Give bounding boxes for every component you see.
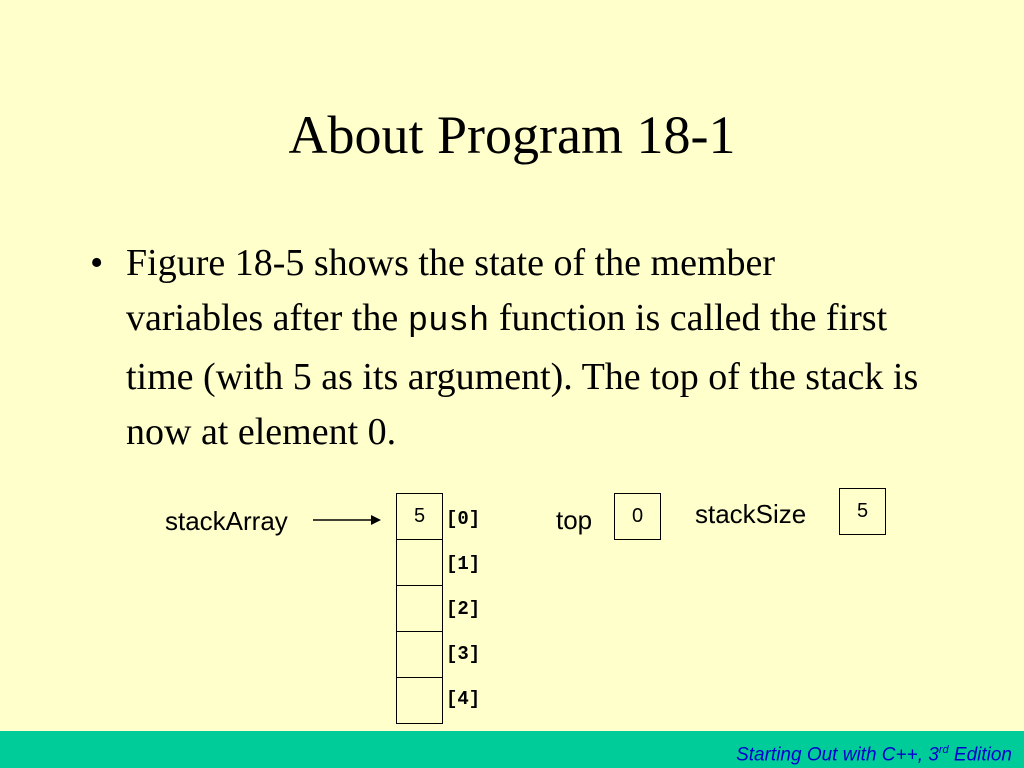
- index-label-4: [4]: [446, 688, 481, 710]
- bullet-text-after: function is called the first time (with 5 as its argument). The top of the stack is now at element 0.: [126, 297, 919, 453]
- footer-bar: [0, 731, 1024, 768]
- bullet-list: [90, 236, 920, 460]
- stack-array-label: stackArray: [165, 506, 288, 536]
- stack-cell-2: [396, 585, 443, 632]
- footer-text: [736, 738, 1012, 767]
- top-value-box: 0: [614, 493, 661, 540]
- footer-superscript: rd: [938, 744, 949, 756]
- index-label-2: [2]: [446, 598, 481, 620]
- bullet-marker: •: [90, 242, 104, 284]
- stack-size-label: stackSize: [695, 499, 807, 529]
- slide-title: About Program 18-1: [288, 105, 736, 165]
- stack-cell-0: 5: [396, 493, 443, 540]
- bullet-item: [90, 236, 920, 460]
- stack-cell-3: [396, 631, 443, 678]
- footer-title: Starting Out with C++, 3: [736, 744, 939, 766]
- stack-cell-1: [396, 539, 443, 586]
- bullet-code-push: push: [407, 303, 490, 341]
- index-label-1: [1]: [446, 553, 481, 575]
- bullet-text-before: Figure 18-5 shows the state of the member variables after the: [126, 242, 776, 339]
- stack-cell-4: [396, 677, 443, 724]
- top-label: top: [556, 505, 593, 535]
- footer-suffix: Edition: [948, 744, 1012, 766]
- arrow-icon: [313, 510, 383, 530]
- stack-size-value-box: 5: [839, 488, 886, 535]
- index-label-0: [0]: [446, 508, 481, 530]
- index-label-3: [3]: [446, 643, 481, 665]
